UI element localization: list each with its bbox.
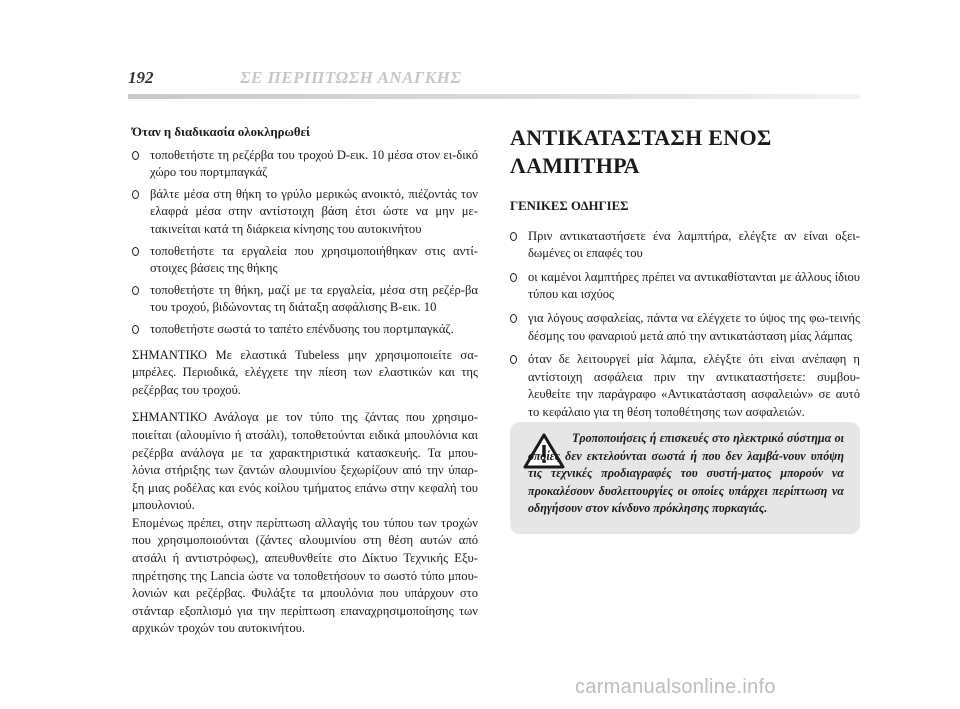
section-title: ΣΕ ΠΕΡΙΠΤΩΣΗ ΑΝΑΓΚΗΣ <box>240 68 462 87</box>
list-item <box>510 351 860 421</box>
list-item <box>132 243 478 278</box>
wheel-change-note: Επομένως πρέπει, στην περίπτωση αλλαγής του τύπου των τροχών που χρησιμοποιούνται (ζάντες αλουμινίου στη θέση αυτών από ατσάλι ή αντιστρόφως), απευθυνθείτε στο Δίκτυο Τεχνικής Εξυ-πηρέτησης της Lancia ώστε να τοποθετήσουν το σωστό τύπο μπου-λονιών και ρεζέρβας. Φυλάξτε τα μπουλόνια που υπάρχουν στο στάνταρ εξοπλισμό για την περίπτωση επαναχρησιμοποίησης των αρχικών τροχών του αυτοκινήτου. <box>132 515 478 636</box>
circle-bullet-icon <box>132 325 139 334</box>
list-item <box>510 310 860 345</box>
list-item <box>132 186 478 239</box>
circle-bullet-icon <box>510 355 517 364</box>
chapter-title-line-2: ΛΑΜΠΤΗΡΑ <box>510 153 640 178</box>
list-item-text: τοποθετήστε τα εργαλεία που χρησιμοποιήθηκαν στις αντί-στοιχες βάσεις της θήκης <box>150 243 478 276</box>
list-item-text: για λόγους ασφαλείας, πάντα να ελέγχετε το ύψος της φω-τεινής δέσμης του φαναριού μετά από την αντικατάσταση μίας λάμπας <box>528 310 860 343</box>
page-number: 192 <box>128 68 154 87</box>
watermark: carmanualsonline.info <box>575 676 776 698</box>
page-header <box>128 68 860 98</box>
list-item <box>132 282 478 317</box>
warning-text: Τροποποιήσεις ή επισκευές στο ηλεκτρικό σύστημα οι οποίες δεν εκτελούνται σωστά ή που δεν λαμβά-νουν υπόψη τις τεχνικές προδιαγραφές του συστή-ματος μπορούν να προκαλέσουν δυσλειτουργίες οι οποίες υπάρχει περίπτωση να οδηγήσουν στον κίνδυνο πρόκλησης πυρκαγιάς. <box>528 431 844 515</box>
list-item <box>510 228 860 263</box>
left-subheading: Όταν η διαδικασία ολοκληρωθεί <box>132 125 310 139</box>
circle-bullet-icon <box>510 314 517 323</box>
left-column <box>132 124 478 648</box>
list-item <box>132 147 478 182</box>
list-item-text: όταν δε λειτουργεί μία λάμπα, ελέγξτε ότι είναι ανέπαφη η αντίστοιχη ασφάλεια πριν την αντικαταστήσετε: συμβου-λευθείτε την παράγραφο «Αντικατάσταση ασφαλειών» σε αυτό το κεφάλαιο για τη θέση τοποθέτησης των ασφαλειών. <box>528 352 860 419</box>
list-item-text: τοποθετήστε τη ρεζέρβα του τροχού D-εικ. 10 μέσα στον ει-δικό χώρο του πορτμπαγκάζ <box>150 147 478 180</box>
circle-bullet-icon <box>132 286 139 295</box>
circle-bullet-icon <box>132 247 139 256</box>
list-item-text: τοποθετήστε τη θήκη, μαζί με τα εργαλεία, μέσα στη ρεζέρ-βα του τροχού, βιδώνοντας τη διάταξη ασφάλισης B-εικ. 10 <box>150 282 478 315</box>
header-rule <box>128 94 860 99</box>
circle-bullet-icon <box>132 151 139 160</box>
chapter-title <box>510 124 860 180</box>
list-item-text: βάλτε μέσα στη θήκη το γρύλο μερικώς ανοικτό, πιέζοντάς τον ελαφρά μέσα στην αντίστοιχη βάση έτσι ώστε να μην με-τακινείται κατά τη διάρκεια κίνησης του αυτοκινήτου <box>150 186 478 236</box>
left-bullet-list <box>132 147 478 339</box>
list-item <box>132 321 478 339</box>
chapter-title-line-1: ΑΝΤΙΚΑΤΑΣΤΑΣΗ ΕΝΟΣ <box>510 125 772 150</box>
list-item <box>510 269 860 304</box>
list-item-text: Πριν αντικαταστήσετε ένα λαμπτήρα, ελέγξτε αν είναι οξει-δωμένες οι επαφές του <box>528 228 860 261</box>
fire-warning-box <box>510 422 860 534</box>
important-note-tubeless: ΣΗΜΑΝΤΙΚΟ Με ελαστικά Tubeless μην χρησιμοποιείτε σα-μπρέλες. Περιοδικά, ελέγχετε την πίεση των ελαστικών και της ρεζέρβας του τροχού. <box>132 347 478 397</box>
circle-bullet-icon <box>510 273 517 282</box>
list-item-text: οι καμένοι λαμπτήρες πρέπει να αντικαθίστανται με άλλους ίδιου τύπου και ισχύος <box>528 269 860 302</box>
general-instructions-heading: ΓΕΝΙΚΕΣ ΟΔΗΓΙΕΣ <box>510 199 629 213</box>
right-bullet-list <box>510 228 860 422</box>
list-item-text: τοποθετήστε σωστά το ταπέτο επένδυσης του πορτμπαγκάζ. <box>150 321 454 336</box>
important-note-wheel-bolts: ΣΗΜΑΝΤΙΚΟ Ανάλογα με τον τύπο της ζάντας που χρησιμο-ποιείται (αλουμίνιο ή ατσάλι), τοποθετούνται ειδικά μπουλόνια και ρεζέρβα ανάλογα με τα χαρακτηριστικά κατασκευής. Τα μπου-λόνια στήριξης των ζαντών αλουμινίου ξεχωρίζουν από την ύπαρ-ξη μιας ροδέλας και ενός κοίλου τμήματος επάνω στην κεφαλή του μπουλονιού. <box>132 410 478 513</box>
circle-bullet-icon <box>510 232 517 241</box>
right-column <box>510 124 860 430</box>
circle-bullet-icon <box>132 190 139 199</box>
